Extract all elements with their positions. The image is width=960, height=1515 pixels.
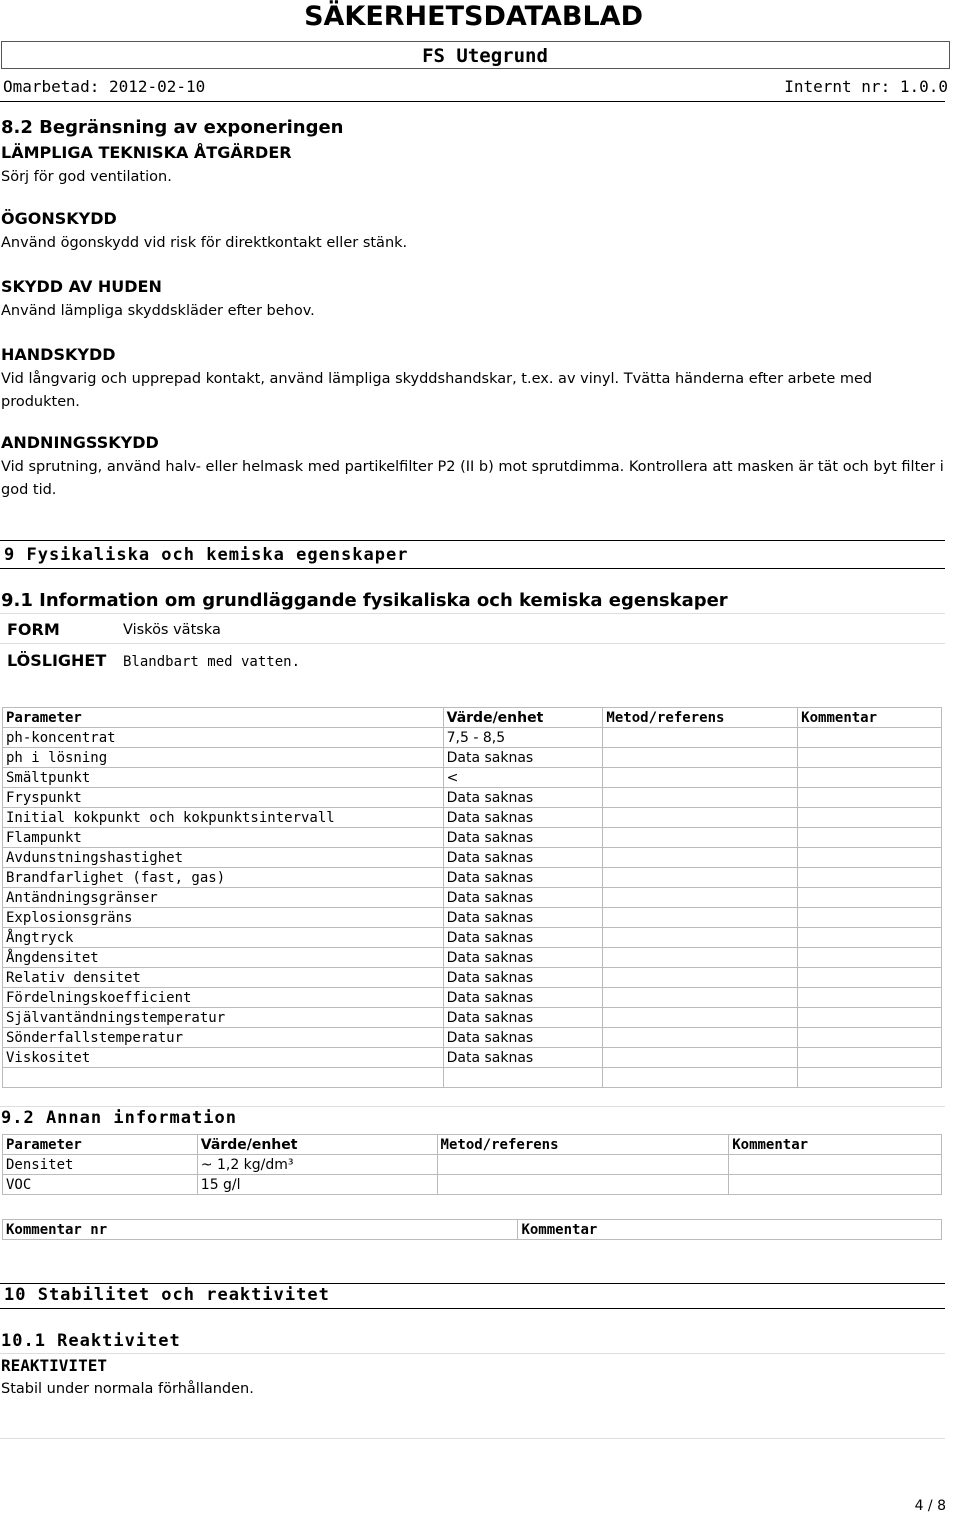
method-cell bbox=[603, 968, 798, 988]
reactivity-text: Stabil under normala förhållanden. bbox=[1, 1381, 254, 1397]
comment-cell bbox=[798, 1028, 942, 1048]
method-cell bbox=[603, 1028, 798, 1048]
value-cell: 15 g/l bbox=[197, 1175, 437, 1195]
hand-protection-title: HANDSKYDD bbox=[1, 345, 116, 364]
parameter-cell: Fryspunkt bbox=[3, 788, 444, 808]
table-row bbox=[3, 928, 942, 948]
value-cell: Data saknas bbox=[443, 1028, 603, 1048]
comment-cell bbox=[798, 828, 942, 848]
solubility-label: LÖSLIGHET bbox=[7, 651, 107, 670]
product-name: FS Utegrund bbox=[422, 45, 548, 67]
method-cell bbox=[603, 948, 798, 968]
parameter-cell: Fördelningskoefficient bbox=[3, 988, 444, 1008]
section-9-top-rule bbox=[0, 540, 945, 541]
form-rule bbox=[0, 643, 945, 644]
value-cell: Data saknas bbox=[443, 988, 603, 1008]
section-8-2-heading: 8.2 Begränsning av exponeringen bbox=[1, 117, 344, 138]
method-cell bbox=[603, 808, 798, 828]
comment-cell bbox=[729, 1175, 942, 1195]
value-cell: Data saknas bbox=[443, 928, 603, 948]
technical-measures-title: LÄMPLIGA TEKNISKA ÅTGÄRDER bbox=[1, 143, 292, 162]
technical-measures-text: Sörj för god ventilation. bbox=[1, 169, 172, 185]
parameter-cell: Ångtryck bbox=[3, 928, 444, 948]
comment-cell bbox=[729, 1155, 942, 1175]
table-row bbox=[3, 768, 942, 788]
section-10-end-rule bbox=[0, 1438, 945, 1439]
table-row bbox=[3, 908, 942, 928]
method-cell bbox=[603, 1008, 798, 1028]
method-cell bbox=[437, 1175, 729, 1195]
section-9-heading: 9 Fysikaliska och kemiska egenskaper bbox=[4, 545, 409, 565]
comment-header-number: Kommentar nr bbox=[3, 1220, 518, 1240]
table-row-empty bbox=[3, 1068, 942, 1088]
method-cell bbox=[603, 728, 798, 748]
comment-cell bbox=[798, 988, 942, 1008]
section-10-1-rule bbox=[0, 1353, 945, 1354]
table-row bbox=[3, 988, 942, 1008]
parameter-cell: Flampunkt bbox=[3, 828, 444, 848]
solubility-value: Blandbart med vatten. bbox=[123, 654, 301, 670]
page-number: 4 / 8 bbox=[914, 1498, 946, 1514]
header-value: Värde/enhet bbox=[443, 708, 603, 728]
value-cell: Data saknas bbox=[443, 748, 603, 768]
header-method: Metod/referens bbox=[603, 708, 798, 728]
parameter-cell: Relativ densitet bbox=[3, 968, 444, 988]
header-divider bbox=[0, 101, 945, 102]
internal-number: Internt nr: 1.0.0 bbox=[784, 77, 948, 96]
value-cell: Data saknas bbox=[443, 808, 603, 828]
value-cell: Data saknas bbox=[443, 1048, 603, 1068]
comment-cell bbox=[798, 728, 942, 748]
parameter-cell: Smältpunkt bbox=[3, 768, 444, 788]
table-row bbox=[3, 968, 942, 988]
empty-cell bbox=[798, 1068, 942, 1088]
value-cell: Data saknas bbox=[443, 908, 603, 928]
table-row bbox=[3, 1155, 942, 1175]
header-comment: Kommentar bbox=[798, 708, 942, 728]
section-9-bottom-rule bbox=[0, 568, 945, 569]
parameter-cell: Självantändningstemperatur bbox=[3, 1008, 444, 1028]
comment-cell bbox=[798, 1048, 942, 1068]
section-9-2-heading: 9.2 Annan information bbox=[1, 1108, 237, 1128]
method-cell bbox=[603, 988, 798, 1008]
form-label: FORM bbox=[7, 620, 60, 639]
properties-table bbox=[2, 707, 942, 1088]
parameter-cell: VOC bbox=[3, 1175, 198, 1195]
parameter-cell: Viskositet bbox=[3, 1048, 444, 1068]
respiratory-protection-text: Vid sprutning, använd halv- eller helmask med partikelfilter P2 (II b) mot sprutdimma. Kontrollera att masken är tät och byt filter i god tid. bbox=[1, 459, 944, 498]
parameter-cell: Avdunstningshastighet bbox=[3, 848, 444, 868]
respiratory-protection-title: ANDNINGSSKYDD bbox=[1, 433, 159, 452]
value-cell: Data saknas bbox=[443, 788, 603, 808]
empty-cell bbox=[443, 1068, 603, 1088]
other-header-value: Värde/enhet bbox=[197, 1135, 437, 1155]
table-row bbox=[3, 948, 942, 968]
method-cell bbox=[603, 768, 798, 788]
table-row bbox=[3, 868, 942, 888]
eye-protection-title: ÖGONSKYDD bbox=[1, 209, 117, 228]
other-info-table bbox=[2, 1134, 942, 1195]
parameter-cell: Ångdensitet bbox=[3, 948, 444, 968]
section-9-1-rule bbox=[0, 613, 945, 614]
comment-table bbox=[2, 1219, 942, 1240]
value-cell: 7,5 - 8,5 bbox=[443, 728, 603, 748]
parameter-cell: Brandfarlighet (fast, gas) bbox=[3, 868, 444, 888]
table-row bbox=[3, 748, 942, 768]
value-cell: Data saknas bbox=[443, 968, 603, 988]
parameter-cell: Explosionsgräns bbox=[3, 908, 444, 928]
table-row bbox=[3, 788, 942, 808]
section-10-top-rule bbox=[0, 1283, 945, 1284]
method-cell bbox=[603, 1048, 798, 1068]
method-cell bbox=[603, 908, 798, 928]
comment-cell bbox=[798, 928, 942, 948]
comment-cell bbox=[798, 768, 942, 788]
value-cell: Data saknas bbox=[443, 888, 603, 908]
value-cell: Data saknas bbox=[443, 828, 603, 848]
parameter-cell: Densitet bbox=[3, 1155, 198, 1175]
comment-cell bbox=[798, 788, 942, 808]
method-cell bbox=[437, 1155, 729, 1175]
table-row bbox=[3, 1008, 942, 1028]
method-cell bbox=[603, 788, 798, 808]
hand-protection-text: Vid långvarig och upprepad kontakt, använd lämpliga skyddshandskar, t.ex. av vinyl. Tvätta händerna efter arbete med produkten. bbox=[1, 371, 873, 410]
comment-cell bbox=[798, 868, 942, 888]
section-9-1-heading: 9.1 Information om grundläggande fysikaliska och kemiska egenskaper bbox=[1, 590, 728, 611]
table-header-row bbox=[3, 1220, 942, 1240]
form-value: Viskös vätska bbox=[123, 622, 221, 638]
comment-cell bbox=[798, 948, 942, 968]
table-row bbox=[3, 848, 942, 868]
method-cell bbox=[603, 868, 798, 888]
document-title: SÄKERHETSDATABLAD bbox=[304, 1, 643, 32]
comment-cell bbox=[798, 1008, 942, 1028]
comment-cell bbox=[798, 888, 942, 908]
table-row bbox=[3, 728, 942, 748]
comment-cell bbox=[798, 808, 942, 828]
comment-cell bbox=[798, 908, 942, 928]
other-header-method: Metod/referens bbox=[437, 1135, 729, 1155]
empty-cell bbox=[603, 1068, 798, 1088]
revision-date: Omarbetad: 2012-02-10 bbox=[3, 77, 206, 96]
parameter-cell: Antändningsgränser bbox=[3, 888, 444, 908]
method-cell bbox=[603, 928, 798, 948]
section-10-heading: 10 Stabilitet och reaktivitet bbox=[4, 1285, 330, 1305]
comment-cell bbox=[798, 968, 942, 988]
skin-protection-text: Använd lämpliga skyddskläder efter behov. bbox=[1, 303, 315, 319]
reactivity-title: REAKTIVITET bbox=[1, 1356, 107, 1375]
eye-protection-text: Använd ögonskydd vid risk för direktkontakt eller stänk. bbox=[1, 235, 408, 251]
method-cell bbox=[603, 748, 798, 768]
header-parameter: Parameter bbox=[3, 708, 444, 728]
table-row bbox=[3, 888, 942, 908]
table-row bbox=[3, 1028, 942, 1048]
comment-cell bbox=[798, 848, 942, 868]
comment-cell bbox=[798, 748, 942, 768]
value-cell: < bbox=[443, 768, 603, 788]
table-end-rule bbox=[0, 1106, 945, 1107]
parameter-cell: ph-koncentrat bbox=[3, 728, 444, 748]
value-cell: Data saknas bbox=[443, 848, 603, 868]
comment-header-comment: Kommentar bbox=[518, 1220, 942, 1240]
other-header-comment: Kommentar bbox=[729, 1135, 942, 1155]
value-cell: Data saknas bbox=[443, 948, 603, 968]
parameter-cell: ph i lösning bbox=[3, 748, 444, 768]
section-10-1-heading: 10.1 Reaktivitet bbox=[1, 1331, 181, 1351]
value-cell: Data saknas bbox=[443, 1008, 603, 1028]
table-header-row bbox=[3, 1135, 942, 1155]
method-cell bbox=[603, 888, 798, 908]
table-row bbox=[3, 828, 942, 848]
parameter-cell: Initial kokpunkt och kokpunktsintervall bbox=[3, 808, 444, 828]
table-row bbox=[3, 1175, 942, 1195]
table-row bbox=[3, 808, 942, 828]
other-header-parameter: Parameter bbox=[3, 1135, 198, 1155]
method-cell bbox=[603, 828, 798, 848]
table-row bbox=[3, 1048, 942, 1068]
table-header-row bbox=[3, 708, 942, 728]
parameter-cell: Sönderfallstemperatur bbox=[3, 1028, 444, 1048]
value-cell: ~ 1,2 kg/dm³ bbox=[197, 1155, 437, 1175]
method-cell bbox=[603, 848, 798, 868]
skin-protection-title: SKYDD AV HUDEN bbox=[1, 277, 162, 296]
empty-cell bbox=[3, 1068, 444, 1088]
value-cell: Data saknas bbox=[443, 868, 603, 888]
section-10-bottom-rule bbox=[0, 1308, 945, 1309]
